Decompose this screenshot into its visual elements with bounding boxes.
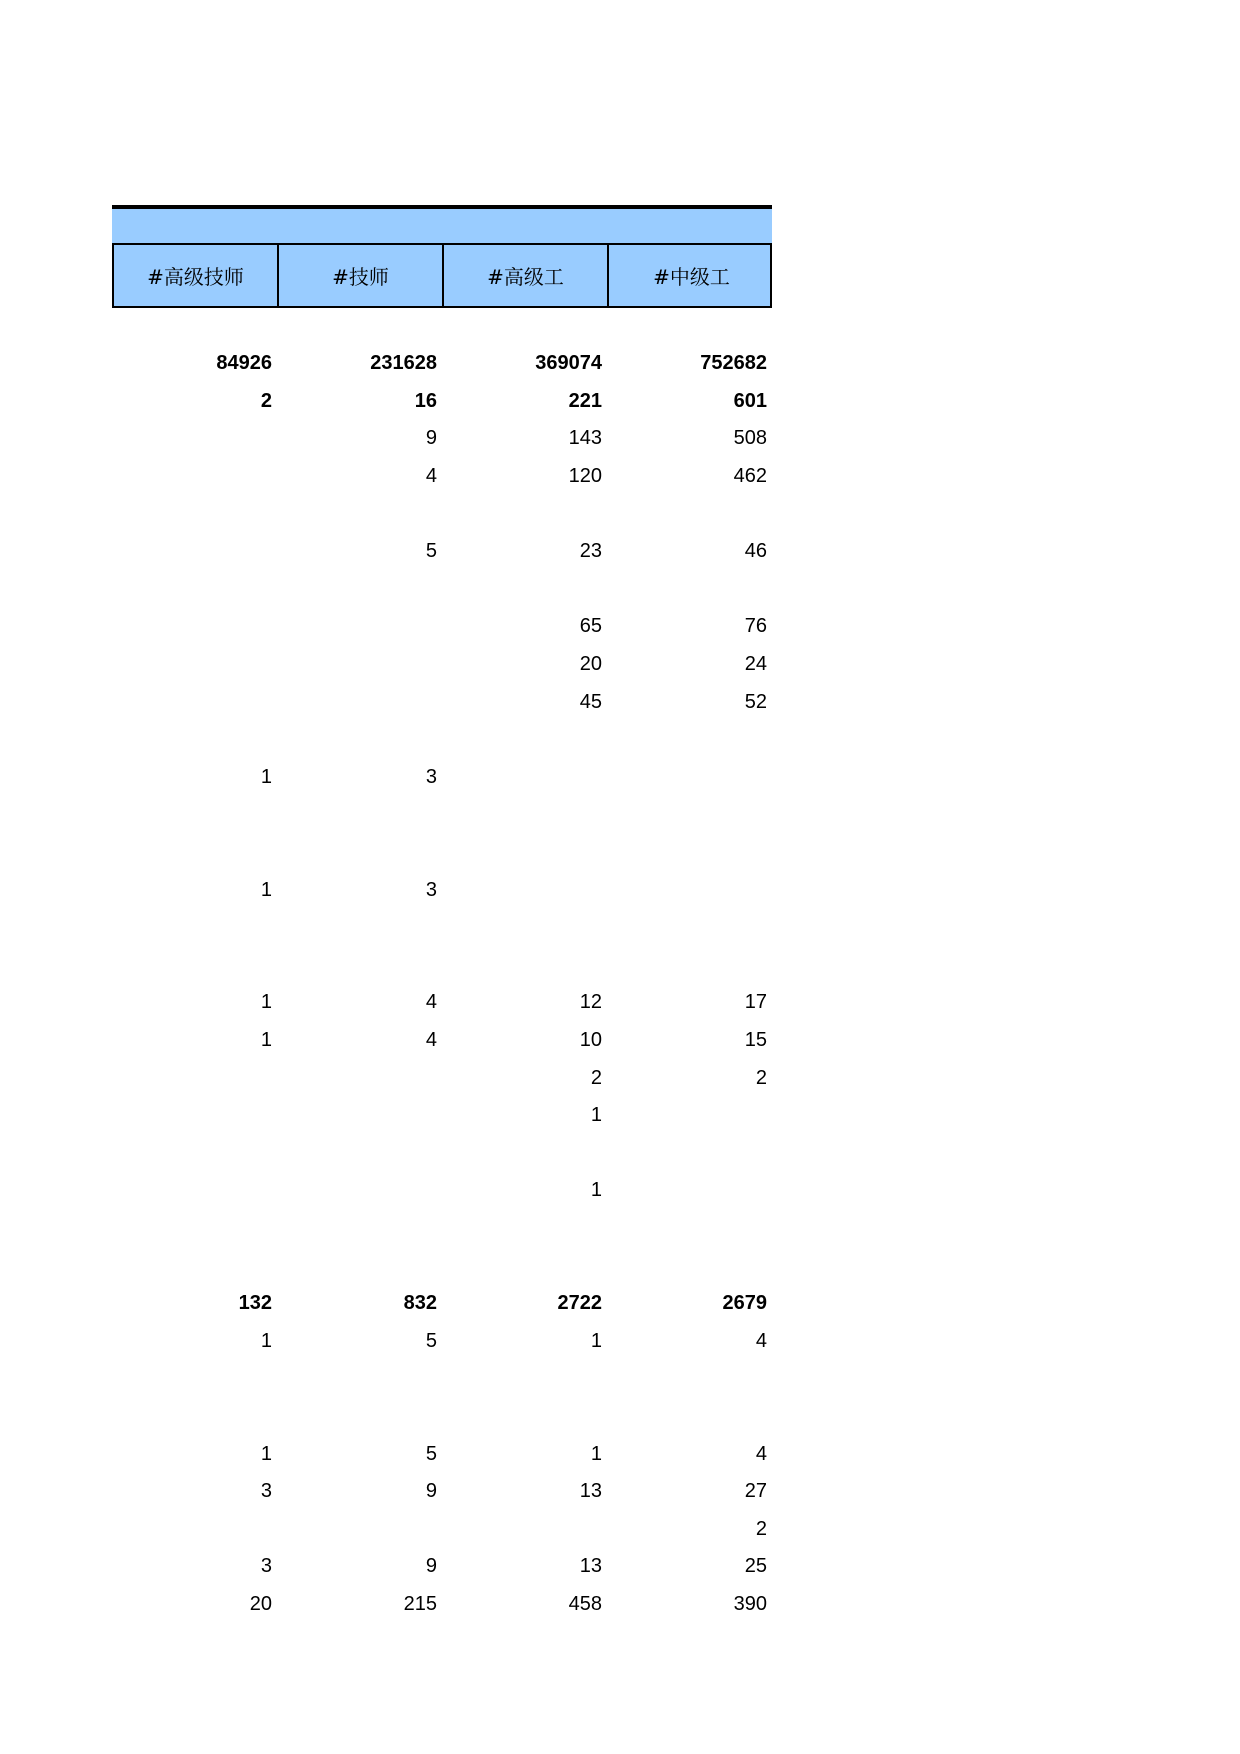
table-cell: 9	[425, 1555, 437, 1578]
table-cell: 5	[425, 1442, 437, 1465]
table-row	[112, 947, 772, 985]
table-row	[112, 1510, 772, 1548]
table-row	[112, 571, 772, 609]
table-cell: 9	[425, 427, 437, 450]
table-cell: 4	[755, 1442, 767, 1465]
table-cell: 9	[425, 1480, 437, 1503]
table-row	[112, 1435, 772, 1473]
column-header-row	[112, 243, 772, 308]
table-row	[112, 420, 772, 458]
table-cell: 390	[733, 1592, 767, 1615]
table-cell: 1	[590, 1329, 602, 1352]
table-row	[112, 1022, 772, 1060]
table-row	[112, 1285, 772, 1323]
table-cell: 4	[755, 1329, 767, 1352]
table-cell: 84926	[216, 352, 272, 375]
table-cell: 24	[744, 653, 767, 676]
table-cell: 10	[579, 1028, 602, 1051]
table-cell: 3	[425, 878, 437, 901]
table-cell: 1	[260, 1028, 272, 1051]
table-cell: 1	[590, 1442, 602, 1465]
table-cell: 1	[260, 765, 272, 788]
table-cell: 369074	[535, 352, 602, 375]
table-cell: 15	[744, 1028, 767, 1051]
table-cell: 1	[260, 1442, 272, 1465]
table-cell: 1	[590, 1104, 602, 1127]
table-cell: 2679	[722, 1292, 767, 1315]
table-cell: 5	[425, 540, 437, 563]
table-cell: 23	[579, 540, 602, 563]
table-row	[112, 1360, 772, 1398]
table-cell: 16	[414, 389, 437, 412]
table-row	[112, 1097, 772, 1135]
table-cell: 458	[568, 1592, 602, 1615]
column-header-technician: #技师	[279, 245, 444, 306]
table-row	[112, 608, 772, 646]
table-cell: 13	[579, 1480, 602, 1503]
table-cell: 231628	[370, 352, 437, 375]
table-cell: 508	[733, 427, 767, 450]
table-cell: 1	[260, 878, 272, 901]
table-row	[112, 1172, 772, 1210]
table-row	[112, 533, 772, 571]
header-title-band	[112, 209, 772, 243]
table-cell: 2	[755, 1066, 767, 1089]
table-cell: 1	[260, 1329, 272, 1352]
spreadsheet-table	[112, 205, 772, 1623]
table-row	[112, 1247, 772, 1285]
table-cell: 20	[579, 653, 602, 676]
table-cell: 1	[260, 991, 272, 1014]
table-cell: 20	[249, 1592, 272, 1615]
column-header-senior-technician: #高级技师	[114, 245, 279, 306]
table-cell: 2	[260, 389, 272, 412]
table-row	[112, 909, 772, 947]
table-row	[112, 495, 772, 533]
table-cell: 1	[590, 1179, 602, 1202]
table-row	[112, 1586, 772, 1624]
table-cell: 462	[733, 465, 767, 488]
table-cell: 2722	[557, 1292, 602, 1315]
table-row	[112, 1134, 772, 1172]
column-header-senior-worker: #高级工	[444, 245, 609, 306]
table-cell: 4	[425, 1028, 437, 1051]
table-row	[112, 383, 772, 421]
table-row	[112, 1059, 772, 1097]
table-cell: 4	[425, 991, 437, 1014]
table-body	[112, 345, 772, 1623]
table-cell: 12	[579, 991, 602, 1014]
table-row	[112, 1548, 772, 1586]
table-cell: 13	[579, 1555, 602, 1578]
table-cell: 601	[733, 389, 767, 412]
table-row	[112, 646, 772, 684]
table-row	[112, 1322, 772, 1360]
table-cell: 2	[590, 1066, 602, 1089]
table-cell: 143	[568, 427, 602, 450]
table-row	[112, 1473, 772, 1511]
table-cell: 120	[568, 465, 602, 488]
column-header-intermediate-worker: #中级工	[653, 265, 730, 289]
table-row	[112, 834, 772, 872]
table-row	[112, 796, 772, 834]
table-cell: 132	[238, 1292, 272, 1315]
table-cell: 2	[755, 1517, 767, 1540]
table-cell: 752682	[700, 352, 767, 375]
table-cell: 46	[744, 540, 767, 563]
table-row	[112, 458, 772, 496]
table-cell: 4	[425, 465, 437, 488]
table-cell: 27	[744, 1480, 767, 1503]
table-cell: 3	[260, 1555, 272, 1578]
table-row	[112, 759, 772, 797]
table-cell: 52	[744, 690, 767, 713]
table-cell: 45	[579, 690, 602, 713]
table-cell: 832	[403, 1292, 437, 1315]
table-cell: 25	[744, 1555, 767, 1578]
table-cell: 17	[744, 991, 767, 1014]
table-row	[112, 721, 772, 759]
table-row	[112, 683, 772, 721]
table-cell: 215	[403, 1592, 437, 1615]
table-cell: 221	[568, 389, 602, 412]
table-cell: 65	[579, 615, 602, 638]
table-row	[112, 1398, 772, 1436]
table-row	[112, 871, 772, 909]
table-row	[112, 984, 772, 1022]
table-cell: 3	[425, 765, 437, 788]
table-cell: 5	[425, 1329, 437, 1352]
table-row	[112, 1210, 772, 1248]
table-row	[112, 345, 772, 383]
table-cell: 3	[260, 1480, 272, 1503]
table-cell: 76	[744, 615, 767, 638]
